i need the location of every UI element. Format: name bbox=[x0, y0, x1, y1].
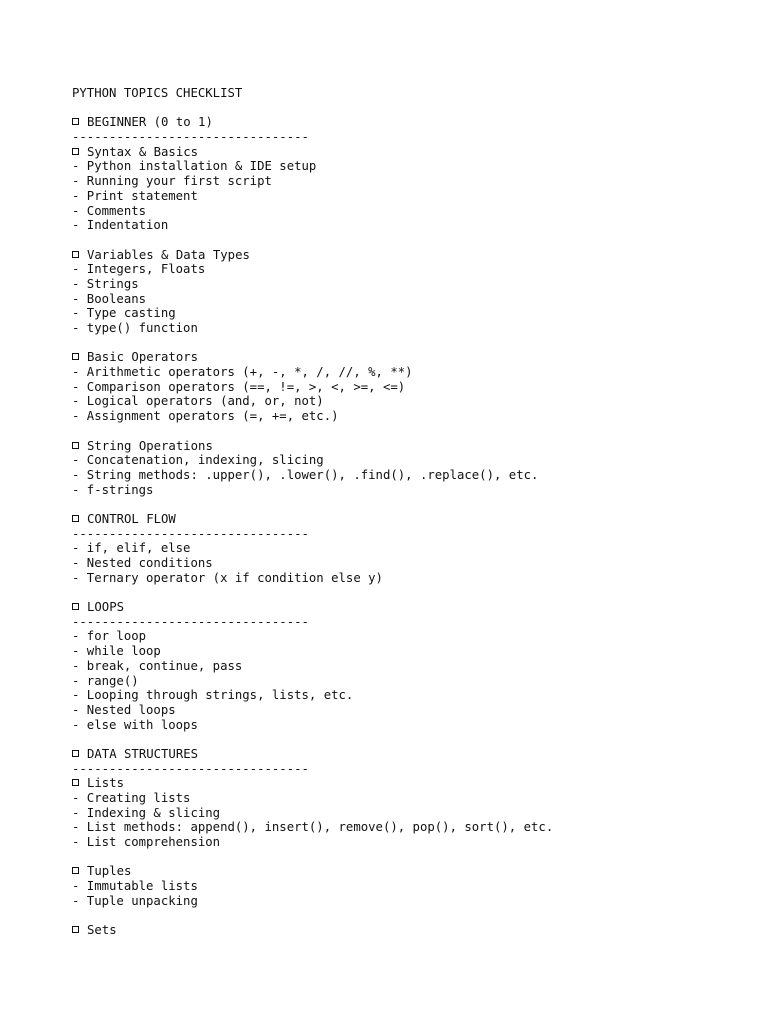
topic-line: - Running your first script bbox=[72, 174, 272, 189]
checkbox-icon bbox=[72, 353, 79, 360]
topic-line: - Comparison operators (==, !=, >, <, >=, <=) bbox=[72, 379, 406, 394]
topic-line: - Booleans bbox=[72, 291, 147, 306]
page-title: PYTHON TOPICS CHECKLIST bbox=[72, 86, 243, 100]
divider-line: -------------------------------- bbox=[72, 761, 309, 776]
checkbox-icon bbox=[72, 867, 79, 874]
topic-line: - Tuple unpacking bbox=[72, 893, 198, 908]
topic-line: - Logical operators (and, or, not) bbox=[72, 394, 324, 409]
blank-line bbox=[72, 497, 732, 512]
checkbox-icon bbox=[72, 779, 79, 786]
blank-line bbox=[72, 850, 732, 865]
topic-line: - f-strings bbox=[72, 482, 154, 497]
checkbox-icon bbox=[72, 603, 79, 610]
divider-line: -------------------------------- bbox=[72, 130, 309, 145]
checkbox-icon bbox=[72, 750, 79, 757]
checkbox-icon bbox=[72, 926, 79, 933]
topic-line: - Nested loops bbox=[72, 702, 176, 717]
topic-line: - Nested conditions bbox=[72, 556, 213, 570]
checklist-item bbox=[72, 864, 732, 879]
checkbox-icon bbox=[72, 118, 79, 125]
topic-line: - List methods: append(), insert(), remove(), pop(), sort(), etc. bbox=[72, 820, 554, 835]
checkbox-icon bbox=[72, 251, 79, 258]
checklist-item-label: BEGINNER (0 to 1) bbox=[87, 115, 213, 130]
checklist-item-label: Tuples bbox=[87, 864, 132, 879]
blank-line bbox=[72, 101, 732, 116]
topic-line: - List comprehension bbox=[72, 835, 221, 850]
checklist-item bbox=[72, 923, 732, 938]
topic-line: - Indexing & slicing bbox=[72, 805, 221, 820]
checkbox-icon bbox=[72, 515, 79, 522]
checklist-lines bbox=[72, 101, 732, 938]
topic-line: - Ternary operator (x if condition else y) bbox=[72, 570, 383, 585]
divider-line: -------------------------------- bbox=[72, 526, 309, 541]
topic-line: - while loop bbox=[72, 644, 161, 659]
checklist-item-label: Syntax & Basics bbox=[87, 144, 199, 159]
divider-line: -------------------------------- bbox=[72, 614, 309, 629]
document-body bbox=[72, 86, 732, 938]
topic-line: - Type casting bbox=[72, 306, 176, 321]
checklist-item bbox=[72, 350, 732, 365]
topic-line: - Arithmetic operators (+, -, *, /, //, %, **) bbox=[72, 365, 413, 380]
topic-line: - Looping through strings, lists, etc. bbox=[72, 688, 354, 703]
topic-line: - else with loops bbox=[72, 717, 198, 732]
checklist-item bbox=[72, 145, 732, 160]
topic-line: - for loop bbox=[72, 629, 147, 644]
topic-line: - if, elif, else bbox=[72, 541, 191, 556]
blank-line bbox=[72, 336, 732, 351]
topic-line: - String methods: .upper(), .lower(), .find(), .replace(), etc. bbox=[72, 467, 539, 482]
checklist-item bbox=[72, 115, 732, 130]
topic-line: - break, continue, pass bbox=[72, 658, 243, 673]
blank-line bbox=[72, 424, 732, 439]
blank-line bbox=[72, 732, 732, 747]
checklist-item bbox=[72, 512, 732, 527]
blank-line bbox=[72, 585, 732, 600]
checklist-item-label: Lists bbox=[87, 776, 125, 791]
blank-line bbox=[72, 233, 732, 248]
checklist-item bbox=[72, 248, 732, 263]
checklist-item bbox=[72, 600, 732, 615]
topic-line: - range() bbox=[72, 673, 139, 688]
checklist-item-label: LOOPS bbox=[87, 600, 125, 615]
topic-line: - Strings bbox=[72, 276, 139, 291]
topic-line: - Indentation bbox=[72, 218, 169, 233]
checklist-item-label: Sets bbox=[87, 923, 117, 938]
topic-line: - Concatenation, indexing, slicing bbox=[72, 453, 324, 468]
checklist-item-label: DATA STRUCTURES bbox=[87, 746, 199, 761]
checklist-item bbox=[72, 776, 732, 791]
checklist-item-label: CONTROL FLOW bbox=[87, 511, 176, 526]
topic-line: - Integers, Floats bbox=[72, 262, 206, 277]
blank-line bbox=[72, 909, 732, 924]
checklist-item-label: Basic Operators bbox=[87, 350, 199, 365]
topic-line: - type() function bbox=[72, 321, 198, 335]
topic-line: - Assignment operators (=, +=, etc.) bbox=[72, 409, 339, 424]
topic-line: - Print statement bbox=[72, 188, 198, 203]
topic-line: - Python installation & IDE setup bbox=[72, 159, 317, 174]
checklist-item-label: Variables & Data Types bbox=[87, 247, 250, 262]
topic-line: - Immutable lists bbox=[72, 879, 198, 894]
checklist-item bbox=[72, 747, 732, 762]
topic-line: - Creating lists bbox=[72, 791, 191, 805]
checklist-item-label: String Operations bbox=[87, 438, 213, 453]
checkbox-icon bbox=[72, 148, 79, 155]
checkbox-icon bbox=[72, 442, 79, 449]
topic-line: - Comments bbox=[72, 203, 147, 218]
checklist-item bbox=[72, 439, 732, 454]
